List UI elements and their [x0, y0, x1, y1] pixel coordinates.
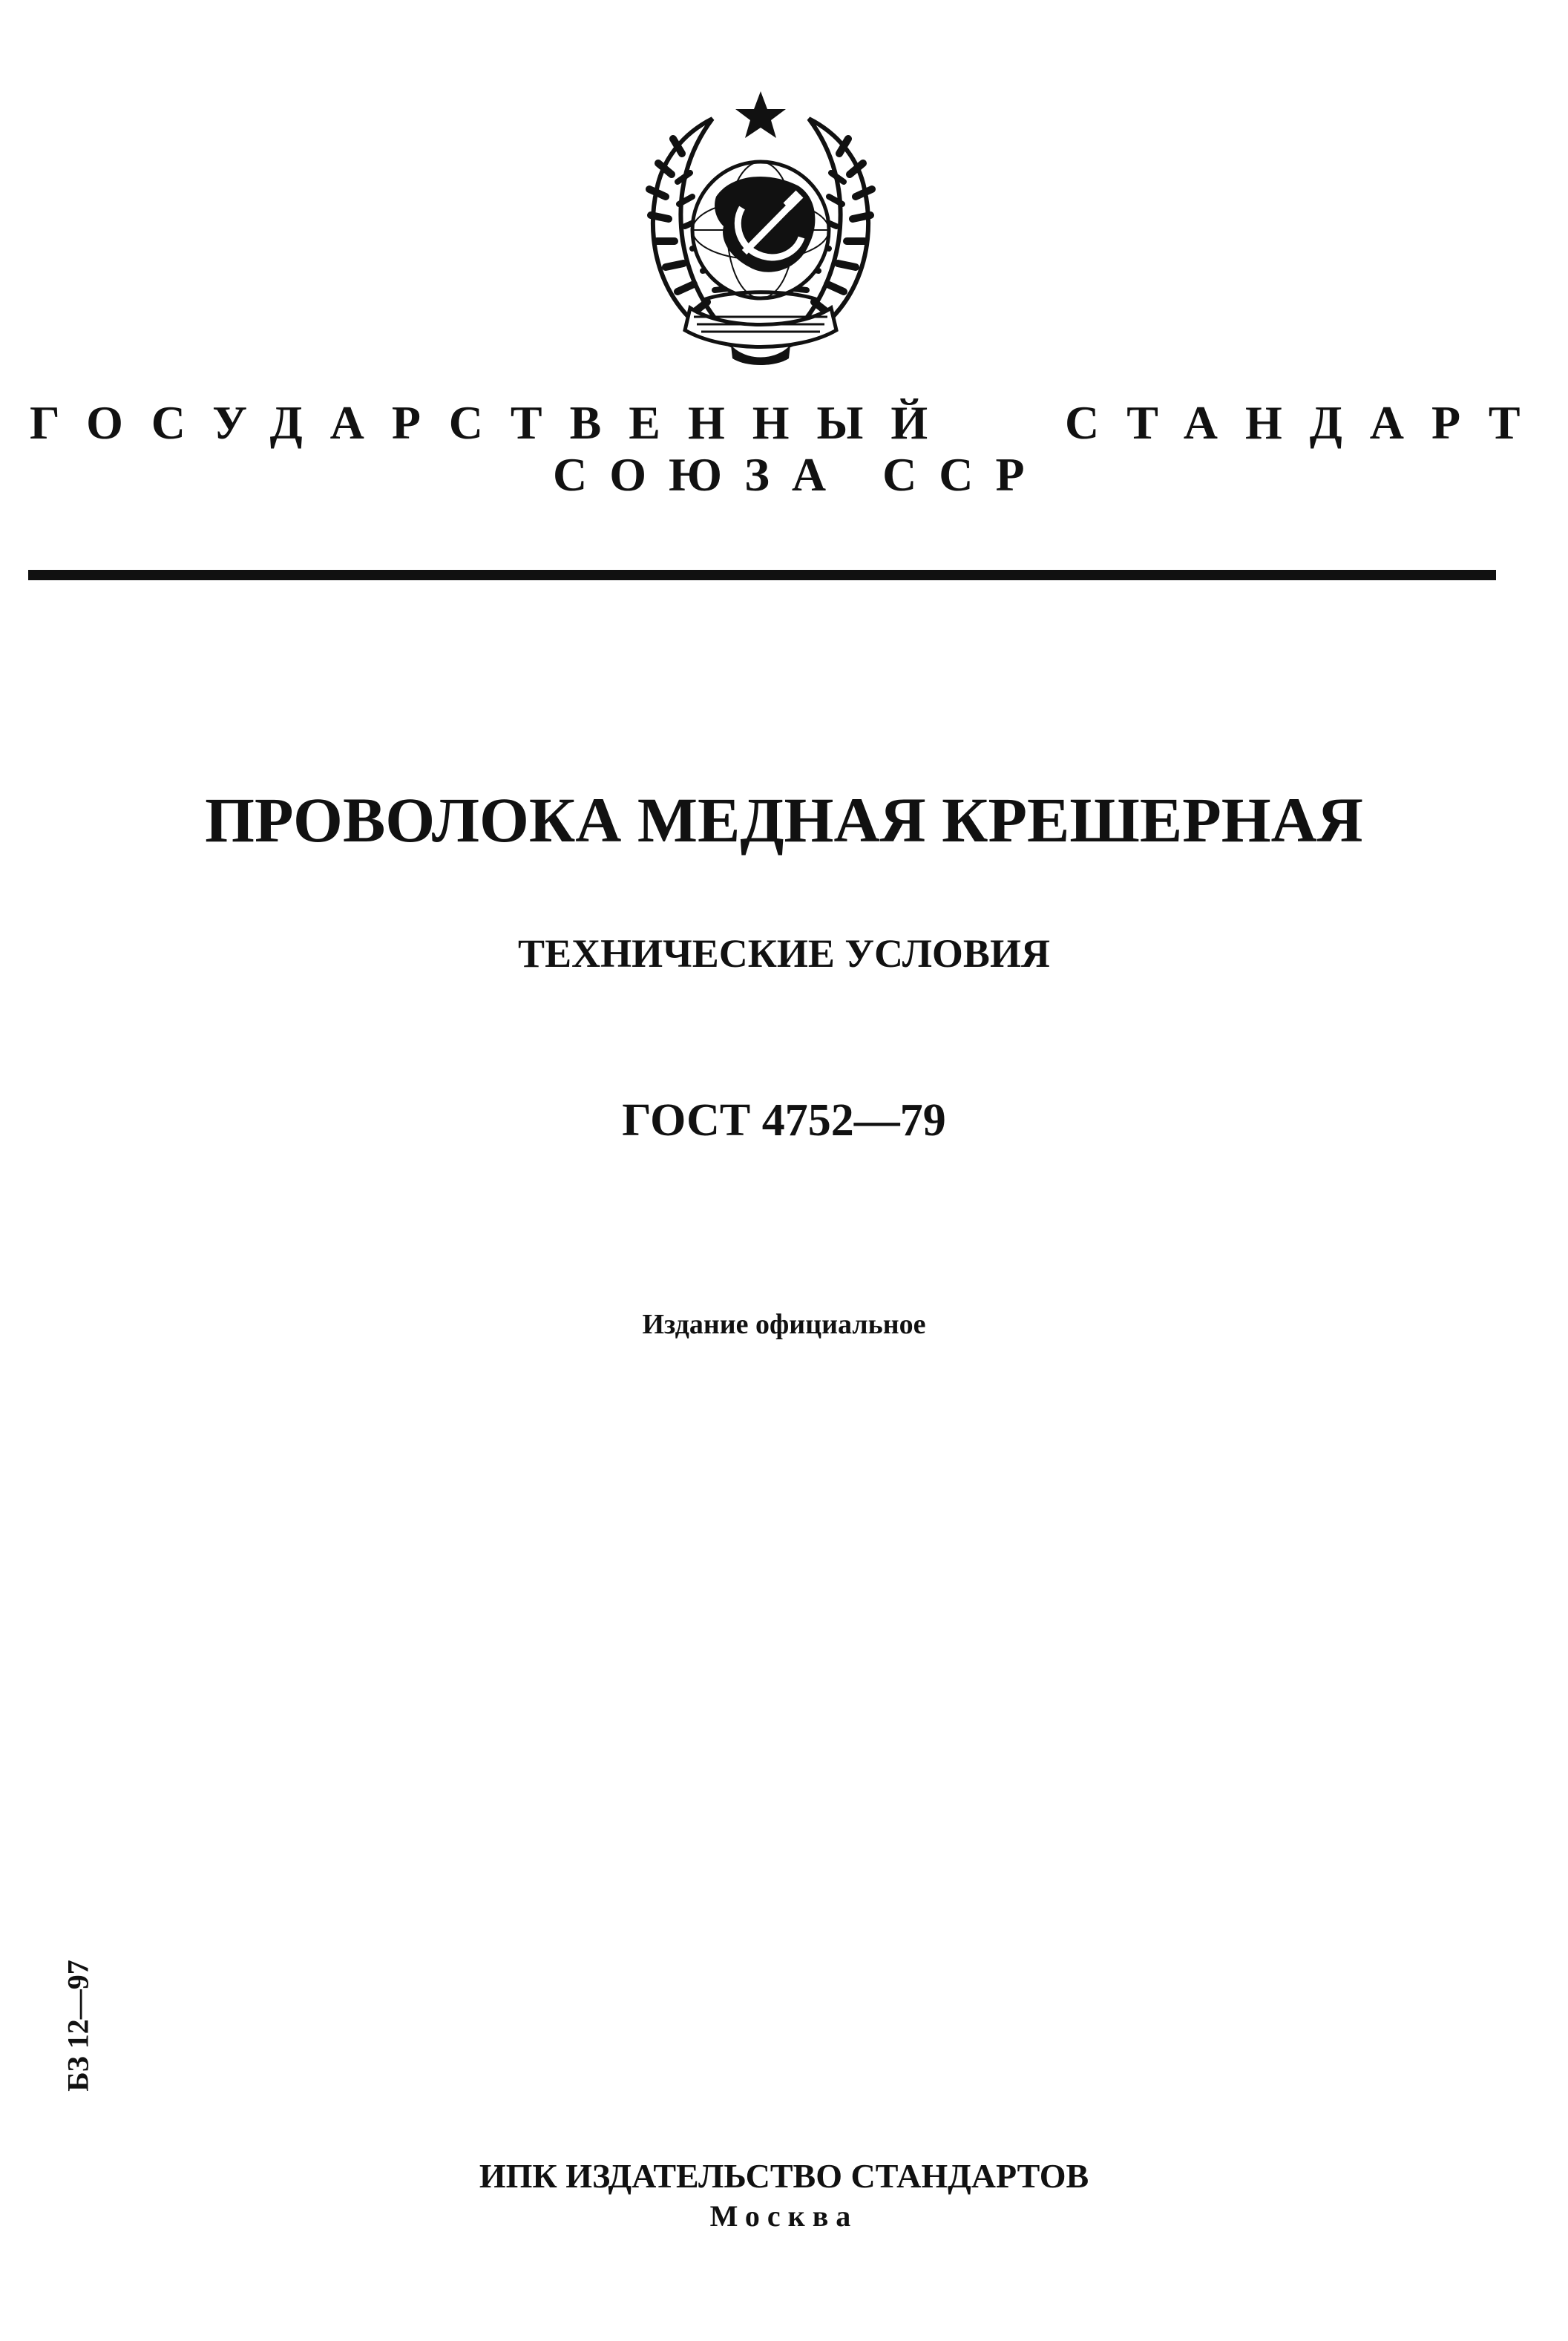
header-word-state: ГОСУДАРСТВЕННЫЙ	[30, 396, 956, 449]
header-word-standard: СТАНДАРТ	[1065, 396, 1548, 449]
ussr-state-emblem-icon	[620, 85, 902, 367]
header-ussr: СОЮЗА ССР	[553, 448, 1047, 501]
side-code	[59, 1960, 96, 2092]
side-code-text: БЗ 12—97	[61, 1960, 95, 2092]
document-title: ПРОВОЛОКА МЕДНАЯ КРЕШЕРНАЯ	[205, 784, 1363, 856]
header-state-standard	[30, 393, 1548, 453]
standard-number: ГОСТ 4752—79	[622, 1095, 946, 1146]
publisher-name: ИПК ИЗДАТЕЛЬСТВО СТАНДАРТОВ	[479, 2157, 1089, 2195]
document-subtitle: ТЕХНИЧЕСКИЕ УСЛОВИЯ	[518, 931, 1050, 976]
edition-note: Издание официальное	[642, 1309, 926, 1340]
publisher-city: Москва	[709, 2199, 859, 2233]
header-divider	[28, 570, 1496, 580]
